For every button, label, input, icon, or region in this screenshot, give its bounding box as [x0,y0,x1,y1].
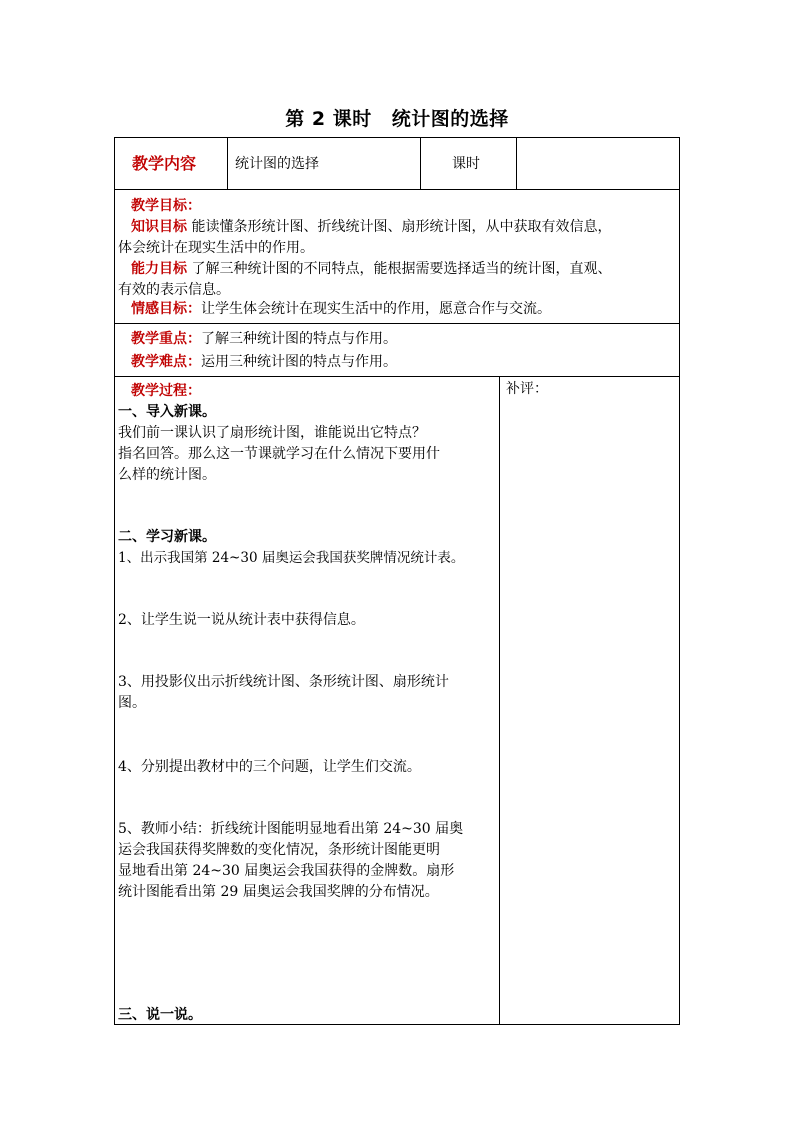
step-1: 1、出示我国第 24~30 届奥运会我国获奖牌情况统计表。 [118,550,465,566]
step-3-line-1: 3、用投影仪出示折线统计图、条形统计图、扇形统计 [118,674,449,690]
row-divider-focus [114,376,680,377]
s1-line-2: 指名回答。那么这一节课就学习在什么情况下要用什 [118,446,440,462]
ability-label: 能力目标 [131,261,187,277]
step-3-line-2: 图。 [118,695,146,711]
content-value: 统计图的选择 [235,156,319,172]
table-border-right [679,137,680,1025]
knowledge-text-1: 能读懂条形统计图、折线统计图、扇形统计图，从中获取有效信息， [187,219,612,235]
step-5-line-4: 统计图能看出第 29 届奥运会我国奖牌的分布情况。 [118,884,439,900]
page-title [0,104,794,131]
section-3-title: 三、说一说。 [118,1007,202,1023]
difficulty-text: 运用三种统计图的特点与作用。 [201,354,397,370]
emotion-text: 让学生体会统计在现实生活中的作用，愿意合作与交流。 [201,301,551,317]
col-divider-2 [420,137,421,189]
period-label: 课时 [452,156,480,172]
goals-heading: 教学目标： [131,198,201,214]
lesson-number: 第 2 课时 [285,108,372,130]
col-divider-1 [227,137,228,189]
step-5-line-3: 显地看出第 24~30 届奥运会我国获得的金牌数。扇形 [118,863,455,879]
col-divider-3 [516,137,517,189]
table-border-top [114,137,680,138]
ability-text-1: 了解三种统计图的不同特点，能根据需要选择适当的统计图，直观、 [187,261,612,277]
difficulty-label: 教学难点： [131,354,201,370]
col-divider-process [499,376,500,1025]
content-label: 教学内容 [132,154,197,173]
difficulty-point [131,353,397,371]
section-1-title: 一、导入新课。 [118,404,216,420]
knowledge-goal [131,218,611,236]
step-5-line-1: 5、教师小结：折线统计图能明显地看出第 24~30 届奥 [118,821,464,837]
lesson-topic: 统计图的选择 [391,108,509,130]
row-divider-header [114,189,680,190]
row-divider-goals [114,323,680,324]
knowledge-label: 知识目标 [131,219,187,235]
s1-line-1: 我们前一课认识了扇形统计图，谁能说出它特点？ [118,425,426,441]
process-heading: 教学过程： [131,383,201,399]
emotion-label: 情感目标： [131,301,201,317]
knowledge-text-2: 体会统计在现实生活中的作用。 [118,240,314,256]
comment-label: 补评： [506,381,548,397]
table-border-bottom [114,1024,680,1025]
ability-text-2: 有效的表示信息。 [118,282,230,298]
step-5-line-2: 运会我国获得奖牌数的变化情况，条形统计图能更明 [118,842,440,858]
key-point [131,330,397,348]
key-label: 教学重点： [131,331,201,347]
emotion-goal [131,300,551,318]
step-4: 4、分别提出教材中的三个问题，让学生们交流。 [118,759,421,775]
s1-line-3: 么样的统计图。 [118,467,216,483]
section-2-title: 二、学习新课。 [118,529,216,545]
table-border-left [114,137,115,1025]
step-2: 2、让学生说一说从统计表中获得信息。 [118,612,365,628]
key-text: 了解三种统计图的特点与作用。 [201,331,397,347]
ability-goal [131,260,611,278]
